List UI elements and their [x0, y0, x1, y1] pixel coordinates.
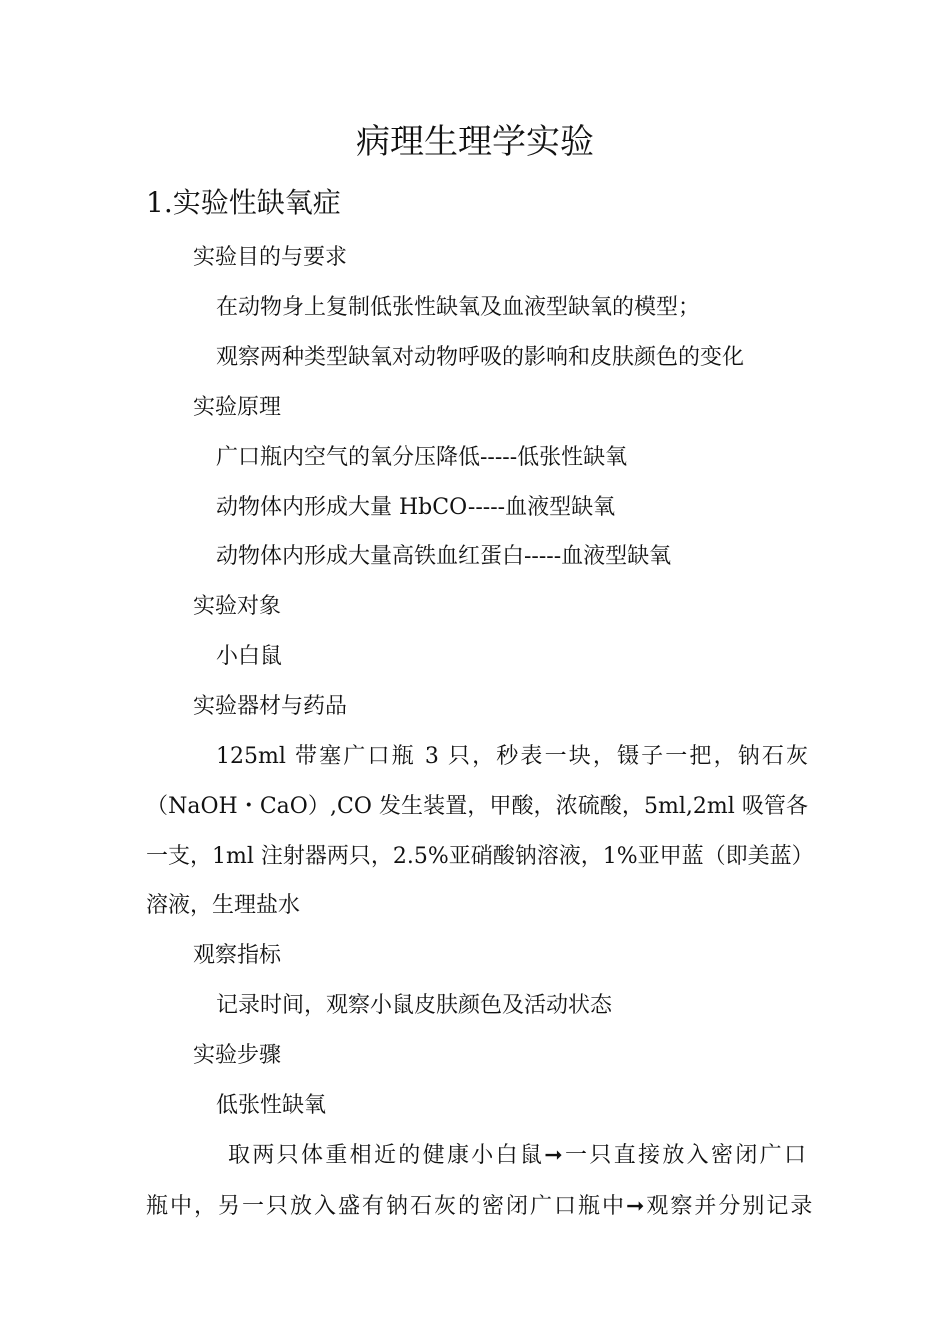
steps-line: 取两只体重相近的健康小白鼠➞一只直接放入密闭广口	[228, 1143, 808, 1168]
section-heading: 1.实验性缺氧症	[146, 186, 341, 219]
steps-line: 瓶中，另一只放入盛有钠石灰的密闭广口瓶中➞观察并分别记录	[146, 1194, 815, 1219]
steps-heading: 实验步骤	[193, 1043, 282, 1068]
materials-heading: 实验器材与药品	[193, 694, 348, 719]
aim-item: 观察两种类型缺氧对动物呼吸的影响和皮肤颜色的变化	[216, 345, 745, 370]
observation-item: 记录时间，观察小鼠皮肤颜色及活动状态	[216, 993, 613, 1018]
steps-subheading: 低张性缺氧	[216, 1093, 327, 1118]
aim-item: 在动物身上复制低张性缺氧及血液型缺氧的模型；	[216, 295, 701, 320]
materials-line: 溶液，生理盐水	[146, 893, 301, 918]
materials-line: （NaOH・CaO）,CO 发生装置，甲酸，浓硫酸，5ml,2ml 吸管各	[146, 794, 808, 819]
principle-item: 动物体内形成大量高铁血红蛋白-----血液型缺氧	[216, 544, 672, 569]
principle-item: 广口瓶内空气的氧分压降低-----低张性缺氧	[216, 445, 628, 470]
document-title: 病理生理学实验	[356, 122, 594, 162]
materials-line: 一支，1ml 注射器两只，2.5%亚硝酸钠溶液，1%亚甲蓝（即美蓝）	[146, 844, 814, 869]
subject-item: 小白鼠	[216, 644, 283, 669]
principle-heading: 实验原理	[193, 395, 282, 420]
materials-line: 125ml 带塞广口瓶 3 只，秒表一块，镊子一把，钠石灰	[216, 744, 808, 769]
observation-heading: 观察指标	[193, 943, 282, 968]
aim-heading: 实验目的与要求	[193, 245, 348, 270]
subject-heading: 实验对象	[193, 594, 282, 619]
principle-item: 动物体内形成大量 HbCO-----血液型缺氧	[216, 495, 616, 520]
